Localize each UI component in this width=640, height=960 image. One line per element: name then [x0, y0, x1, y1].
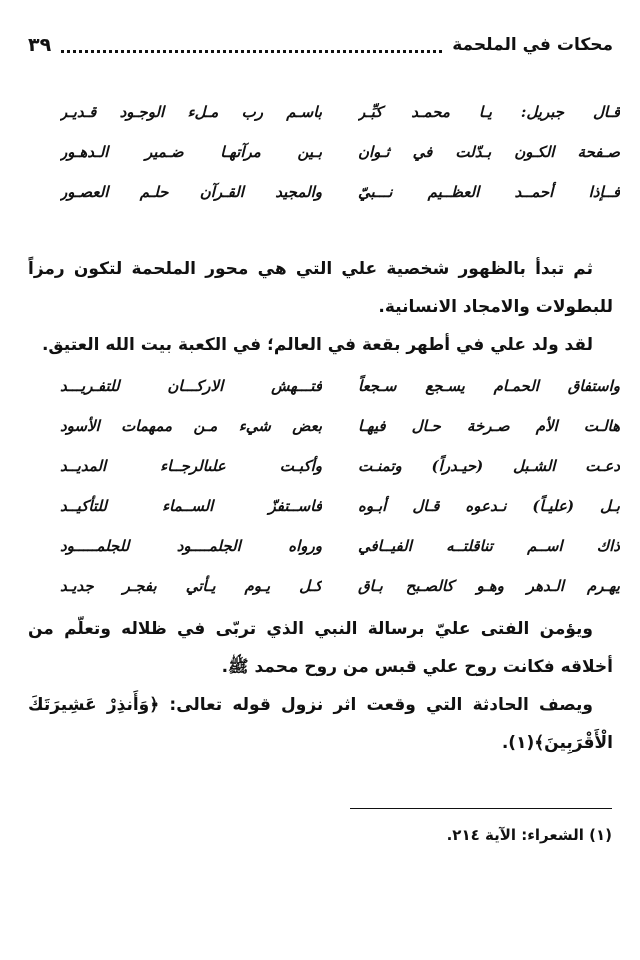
running-title: محكات في الملحمة: [452, 35, 613, 55]
verse-first-hemistich: هالـت الأم صـرخة حـال فيهـا: [358, 417, 620, 435]
verse-row: [60, 566, 620, 606]
verse-row: [60, 92, 620, 132]
footnote-divider: [350, 808, 612, 809]
verse-block-middle: [60, 366, 620, 606]
paragraph: ويؤمن الفتى عليّ برسالة النبي الذي تربّى في ظلاله وتعلّم من أخلاقه فكانت روح علي قبس من روح محمد ﷺ.: [28, 619, 613, 677]
verse-second-hemistich: باسـم رب مـلء الوجـود قـديـر: [60, 103, 322, 121]
verse-row: [60, 446, 620, 486]
verse-second-hemistich: كـل يـوم يـأتي بفجـر جديـد: [60, 577, 322, 595]
verse-first-hemistich: بـل (عليـاً) نـدعوه قـال أبـوه: [358, 497, 620, 515]
paragraph: لقد ولد علي في أطهر بقعة في العالم؛ في الكعبة بيت الله العتيق.: [41, 335, 593, 355]
verse-first-hemistich: فــإذا أحمــد العظــيم نـــبيّ: [358, 183, 620, 201]
verse-first-hemistich: واستفاق الحمـام يسـجع سـجعاً: [358, 377, 620, 395]
verse-first-hemistich: دعـت الشـبل (حيـدراً) وتمنـت: [358, 457, 620, 475]
paragraph: ثم تبدأ بالظهور شخصية علي التي هي محور الملحمة لتكون رمزاً للبطولات والامجاد الانسانية.: [28, 259, 613, 317]
verse-row: [60, 172, 620, 212]
verse-second-hemistich: فاســتفزّ الســماء للتأكيــد: [60, 497, 322, 515]
verse-second-hemistich: ورواه الجلمــــود للجلمـــــود: [60, 537, 322, 555]
verse-second-hemistich: فتـــهش الاركـــان للتفـريـــد: [60, 377, 322, 395]
verse-second-hemistich: وأكبـت علىالرجــاء المديــد: [60, 457, 322, 475]
verse-first-hemistich: صـفحة الكـون بـدّلت في ثـوان: [358, 143, 620, 161]
verse-second-hemistich: بعض شيء مـن ممهمات الأسود: [60, 417, 322, 435]
verse-row: [60, 526, 620, 566]
footnote: (١) الشعراء: الآية ٢١٤.: [446, 826, 612, 844]
verse-second-hemistich: بـين مرآتهـا ضـمير الـدهـور: [60, 143, 322, 161]
verse-row: [60, 406, 620, 446]
verse-second-hemistich: والمجيد القـرآن حلـم العصـور: [60, 183, 322, 201]
page-number: ٣٩: [28, 34, 52, 56]
verse-row: [60, 486, 620, 526]
verse-block-top: [60, 92, 620, 212]
verse-first-hemistich: يهـرم الـدهر وهـو كالصـبح بـاق: [358, 577, 620, 595]
prose-block-2: [28, 610, 613, 762]
verse-first-hemistich: قـال جبريل: يـا محمـد كبِّـر: [358, 103, 620, 121]
verse-first-hemistich: ذاك اســم تناقلتــه الفيــافي: [358, 537, 620, 555]
verse-row: [60, 366, 620, 406]
prose-block-1: [28, 250, 613, 364]
paragraph: ويصف الحادثة التي وقعت اثر نزول قوله تعالى: ﴿وَأَنذِرْ عَشِيرَتَكَ الْأَقْرَبِينَ﴾(١).: [28, 695, 613, 753]
verse-row: [60, 132, 620, 172]
page-header: [28, 30, 613, 60]
leader-dots: [61, 50, 442, 53]
